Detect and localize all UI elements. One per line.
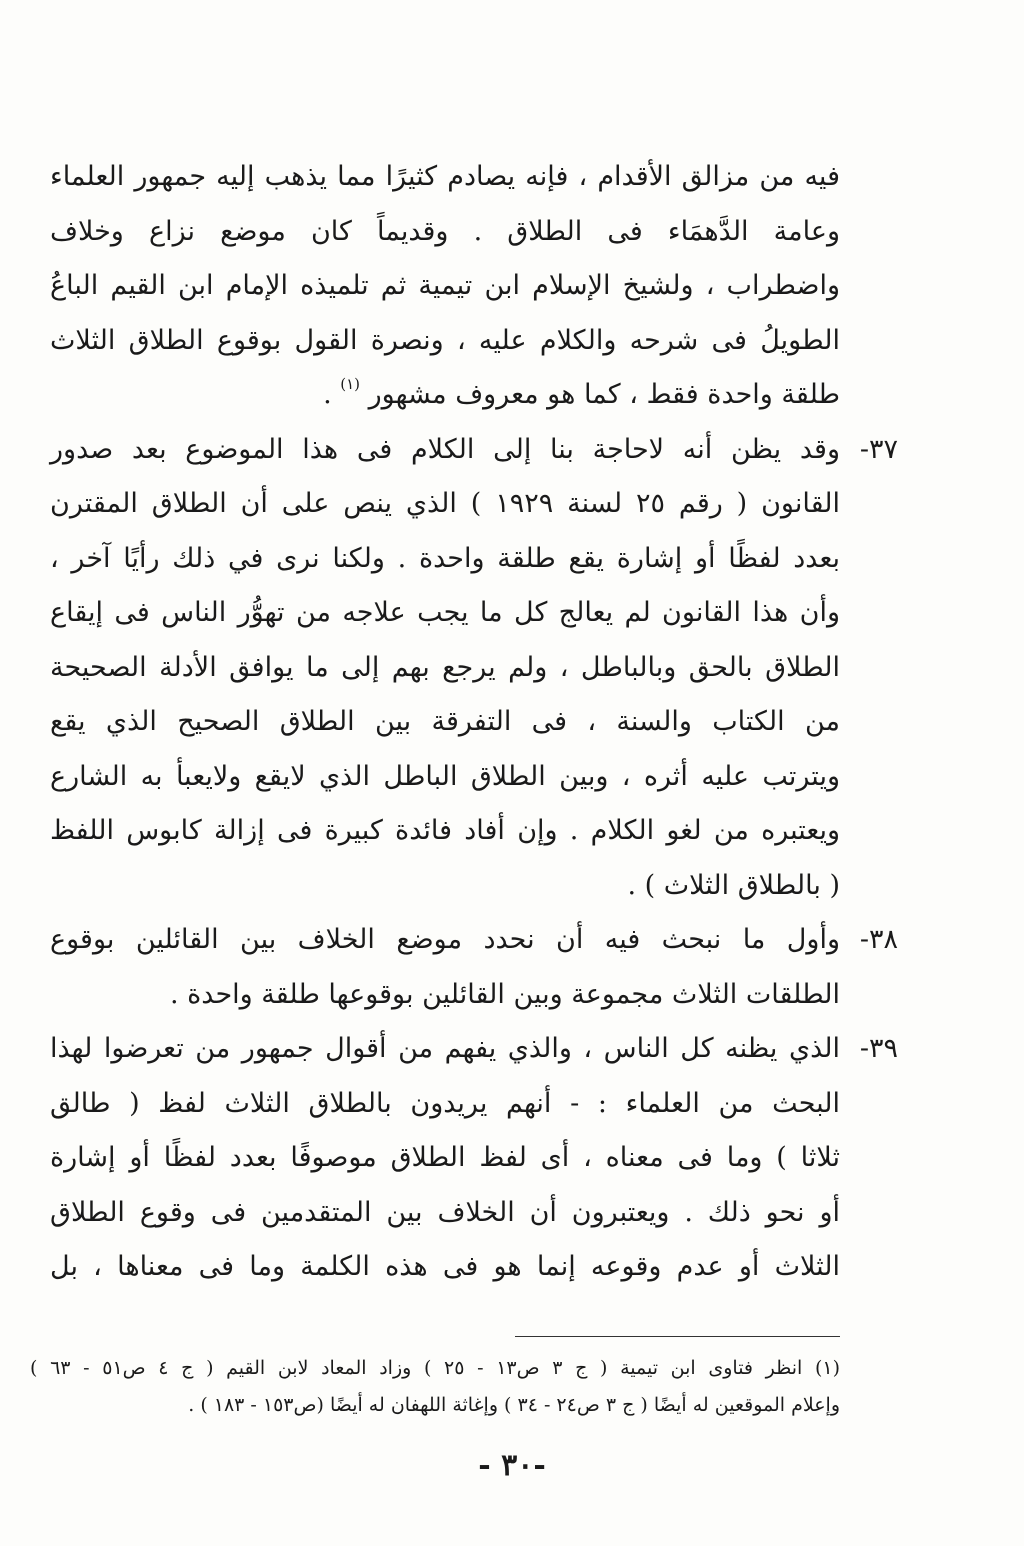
footnotes xyxy=(30,1350,840,1424)
text-line: البحث من العلماء : - أنهم يريدون بالطلاق الثلاث لفظ ( طالق xyxy=(50,1087,840,1119)
text-line: القانون ( رقم ٢٥ لسنة ١٩٢٩ ) الذي ينص على أن الطلاق المقترن xyxy=(50,488,840,519)
page-number: -٣٠ - xyxy=(478,1448,546,1483)
text-line: أو نحو ذلك . ويعتبرون أن الخلاف بين المتقدمين فى وقوع الطلاق xyxy=(50,1196,840,1228)
text-line: واضطراب ، ولشيخ الإسلام ابن تيمية ثم تلميذه الإمام ابن القيم الباعُ xyxy=(50,270,840,301)
footnote-line: (١) انظر فتاوى ابن تيمية ( ج ٣ ص١٣ - ٢٥ ) وزاد المعاد لابن القيم ( ج ٤ ص٥١ - ٦٣ ) xyxy=(30,1357,840,1379)
text-line: الثلاث أو عدم وقوعه إنما هو فى هذه الكلمة وما فى معناها ، بل xyxy=(50,1251,840,1282)
footnote-reference: (١) xyxy=(340,375,361,393)
text-line: ويعتبره من لغو الكلام . وإن أفاد فائدة كبيرة فى إزالة كابوس اللفظ xyxy=(50,815,840,846)
paragraph-39-first-line xyxy=(50,1022,898,1077)
text-line: بعدد لفظًا أو إشارة يقع طلقة واحدة . ولكنا نرى في ذلك رأيًا آخر ، xyxy=(50,542,840,574)
paragraph-38-first-line xyxy=(50,913,898,968)
text-line: من الكتاب والسنة ، فى التفرقة بين الطلاق الصحيح الذي يقع xyxy=(50,706,840,737)
text-line: الطلاق بالحق وبالباطل ، ولم يرجع بهم إلى ما يوافق الأدلة الصحيحة xyxy=(50,651,840,683)
text-line: ثلاثا ) وما فى معناه ، أى لفظ الطلاق موصوفًا بعدد لفظًا أو إشارة xyxy=(50,1142,840,1173)
paragraph-number-38: ٣٨- xyxy=(859,924,898,955)
text-line: الطلقات الثلاث مجموعة وبين القائلين بوقوعها طلقة واحدة . xyxy=(169,978,840,1010)
text-line: وأن هذا القانون لم يعالج كل ما يجب علاجه من تهوُّر الناس فى إيقاع xyxy=(50,597,840,628)
text-line: فيه من مزالق الأقدام ، فإنه يصادم كثيرًا مما يذهب إليه جمهور العلماء xyxy=(50,161,840,192)
text-line: ويترتب عليه أثره ، وبين الطلاق الباطل الذي لايقع ولايعبأ به الشارع xyxy=(50,760,840,792)
text-line-content: طلقة واحدة فقط ، كما هو معروف مشهور xyxy=(368,379,840,410)
text-line: ( بالطلاق الثلاث ) . xyxy=(627,869,840,901)
paragraph-number-37: ٣٧- xyxy=(859,433,898,465)
paragraph-37-first-line xyxy=(50,423,898,478)
text-line-with-footnote xyxy=(50,368,840,423)
text-line: الطويلُ فى شرحه والكلام عليه ، ونصرة القول بوقوع الطلاق الثلاث xyxy=(50,324,840,356)
text-line: وعامة الدَّهمَاء فى الطلاق . وقديماً كان موضع نزاع وخلاف xyxy=(50,215,840,247)
footnote-divider xyxy=(515,1336,840,1337)
text-line-content: وأول ما نبحث فيه أن نحدد موضع الخلاف بين القائلين بوقوع xyxy=(50,924,840,955)
body-text xyxy=(50,150,898,1295)
text-line-content: الذي يظنه كل الناس ، والذي يفهم من أقوال جمهور من تعرضوا لهذا xyxy=(50,1033,840,1064)
footnote-line: وإعلام الموقعين له أيضًا ( ج ٣ ص٢٤ - ٣٤ ) وإغاثة اللهفان له أيضًا (ص١٥٣ - ١٨٣ ) . xyxy=(188,1394,840,1416)
text-line-content: وقد يظن أنه لاحاجة بنا إلى الكلام فى هذا الموضوع بعد صدور xyxy=(50,433,840,465)
sentence-period: . xyxy=(323,379,332,410)
paragraph-number-39: ٣٩- xyxy=(859,1033,898,1064)
